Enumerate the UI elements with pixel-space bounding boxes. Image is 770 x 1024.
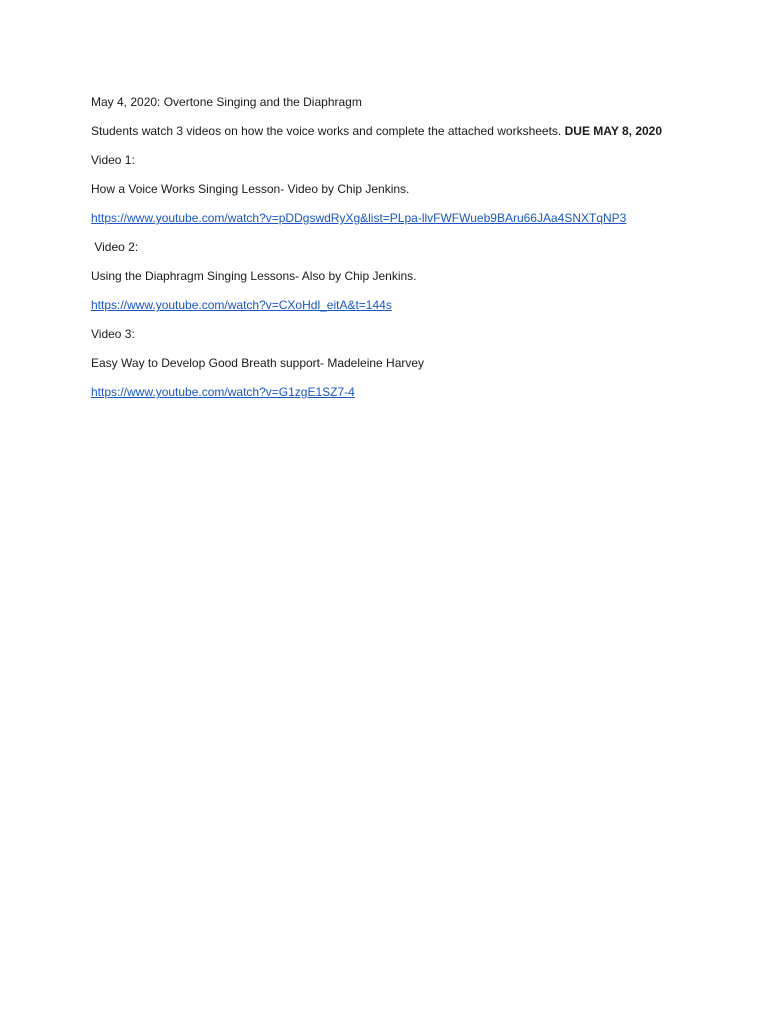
video-1-link[interactable]: https://www.youtube.com/watch?v=pDDgswdRyXg&list=PLpa-llvFWFWueb9BAru66JAa4SNXTqNP3: [91, 211, 627, 225]
video-2-title: Using the Diaphragm Singing Lessons- Also by Chip Jenkins.: [91, 269, 417, 283]
instructions-paragraph: [91, 122, 681, 140]
instructions-text: Students watch 3 videos on how the voice works and complete the attached worksheets.: [91, 124, 562, 138]
video-1-label: Video 1:: [91, 153, 135, 167]
video-1-title: How a Voice Works Singing Lesson- Video by Chip Jenkins.: [91, 182, 410, 196]
video-3-link[interactable]: https://www.youtube.com/watch?v=G1zgE1SZ7-4: [91, 385, 355, 399]
video-1-link-row: [91, 209, 691, 227]
video-3-label: Video 3:: [91, 327, 135, 341]
document-heading: May 4, 2020: Overtone Singing and the Diaphragm: [91, 95, 362, 109]
due-date: DUE MAY 8, 2020: [564, 124, 663, 138]
video-3-link-row: [91, 383, 691, 401]
video-2-label: Video 2:: [91, 240, 139, 254]
video-2-link[interactable]: https://www.youtube.com/watch?v=CXoHdl_eitA&t=144s: [91, 298, 392, 312]
video-3-title: Easy Way to Develop Good Breath support- Madeleine Harvey: [91, 356, 425, 370]
video-2-link-row: [91, 296, 691, 314]
document-body: [91, 93, 691, 412]
